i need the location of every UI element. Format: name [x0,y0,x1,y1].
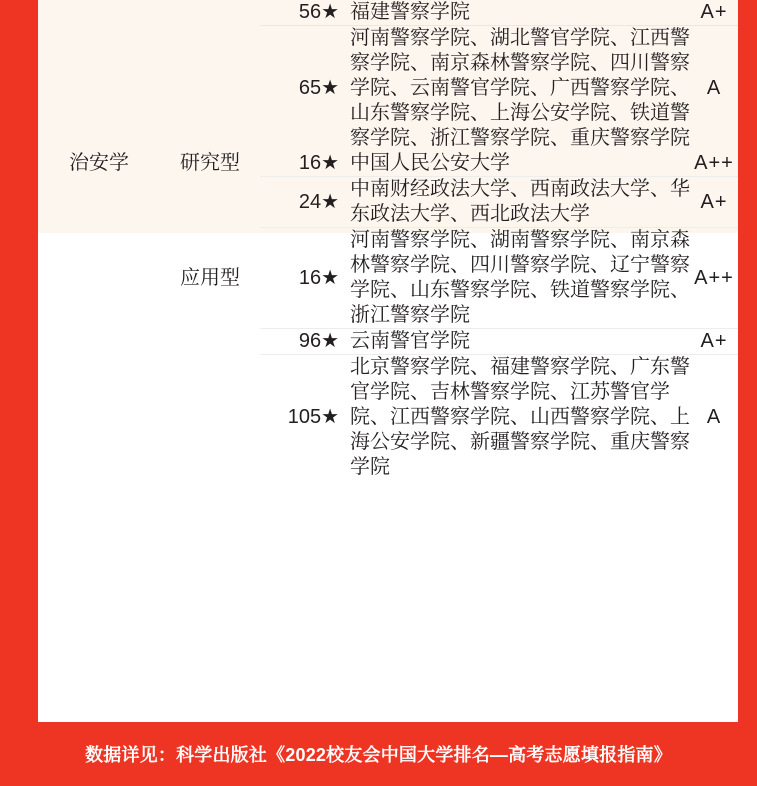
cell-major [38,177,160,228]
cell-type: 应用型 [180,266,240,289]
cell-major [38,228,160,329]
cell-school-names: 北京警察学院、福建警察学院、广东警官学院、吉林警察学院、江苏警官学院、江西警察学院、山西警察学院、上海公安学院、新疆警察学院、重庆警察学院 [350,356,690,478]
table-row [38,329,738,355]
footer-source-caption [0,722,757,786]
cell-school-names: 云南警官学院 [350,329,690,355]
cell-school-names: 中国人民公安大学 [350,152,510,174]
cell-grade: A+ [690,329,738,355]
cell-rank: 5 [298,1,310,23]
cell-major [38,329,160,355]
cell-star-rating: 5★ [310,355,350,481]
cell-major [38,26,160,152]
footer-source-text: 数据详见：科学出版社《2022校友会中国大学排名—高考志愿填报指南》 [85,745,672,765]
table-row [38,355,738,481]
cell-type [160,0,260,26]
cell-star-rating: 6★ [310,152,340,174]
ranking-table [38,0,738,480]
cell-star-rating: 4★ [310,177,350,228]
cell-type [160,329,260,355]
table-row [38,0,738,26]
cell-grade: A++ [690,228,738,329]
cell-grade: A++ [694,152,734,174]
cell-major [38,355,160,481]
table-row [38,151,738,177]
cell-rank: 6 [260,26,310,152]
cell-school-names: 中南财经政法大学、西南政法大学、华东政法大学、西北政法大学 [350,177,690,228]
cell-grade: A [690,355,738,481]
cell-rank: 1 [260,228,310,329]
cell-type [160,355,260,481]
cell-school-names: 福建警察学院 [350,1,470,23]
table-row [38,177,738,228]
cell-star-rating: 6★ [310,228,350,329]
cell-grade: A+ [700,1,728,23]
cell-rank: 10 [260,355,310,481]
cell-type [160,26,260,152]
cell-star-rating: 6★ [310,329,350,355]
cell-grade: A+ [690,177,738,228]
cell-star-rating: 5★ [310,26,350,152]
cell-school-names: 河南警察学院、湖南警察学院、南京森林警察学院、四川警察学院、辽宁警察学院、山东警察学院、铁道警察学院、浙江警察学院 [350,228,690,329]
cell-school-names: 河南警察学院、湖北警官学院、江西警察学院、南京森林警察学院、四川警察学院、云南警官学院、广西警察学院、山东警察学院、上海公安学院、铁道警察学院、浙江警察学院、重庆警察学院 [350,27,690,149]
ranking-table-body [38,0,738,480]
cell-rank: 1 [298,152,310,174]
cell-rank: 9 [260,329,310,355]
cell-major [38,0,160,26]
ranking-table-card [38,0,738,722]
cell-major: 治安学 [69,152,129,175]
cell-grade: A [690,26,738,152]
cell-type [160,177,260,228]
cell-type: 研究型 [180,152,240,175]
table-row [38,228,738,329]
cell-rank: 2 [260,177,310,228]
cell-star-rating: 6★ [310,1,340,23]
table-row [38,26,738,152]
